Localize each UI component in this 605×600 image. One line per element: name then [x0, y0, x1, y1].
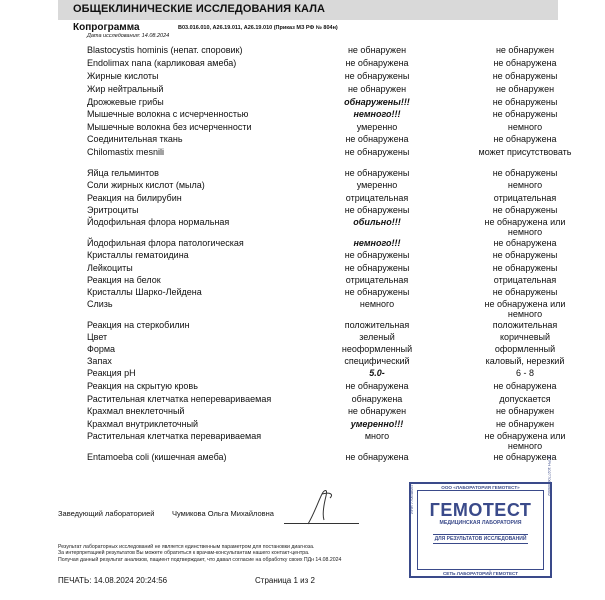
reference-value: не обнаружены [492, 168, 558, 178]
result-value: много [364, 431, 390, 441]
reference-value: не обнаружены [492, 205, 558, 215]
result-value: не обнаружены [344, 205, 410, 215]
parameter-name: Реакция на белок [87, 275, 161, 285]
reference-value: не обнаружена [493, 381, 557, 391]
result-value: не обнаружен [347, 84, 407, 94]
result-value-flagged: немного!!! [353, 109, 401, 119]
reference-value: не обнаружены [492, 287, 558, 297]
result-value: немного [359, 299, 395, 309]
parameter-name: Chilomastix mesnili [87, 147, 165, 157]
result-value: не обнаружены [344, 287, 410, 297]
parameter-name: Растительная клетчатка перевариваемая [87, 431, 262, 441]
result-value: не обнаружены [344, 263, 410, 273]
parameter-name: Соли жирных кислот (мыла) [87, 180, 205, 190]
reference-value: не обнаружена или немного [484, 299, 566, 319]
parameter-name: Соединительная ткань [87, 134, 183, 144]
parameter-name: Лейкоциты [87, 263, 133, 273]
reference-value: не обнаружена [493, 134, 557, 144]
reference-value: 6 - 8 [515, 368, 534, 378]
parameter-name: Endolimax nana (карликовая амеба) [87, 58, 237, 68]
result-value: зеленый [359, 332, 395, 342]
parameter-name: Жир нейтральный [87, 84, 164, 94]
result-value: не обнаружены [344, 168, 410, 178]
result-value: отрицательная [345, 193, 409, 203]
reference-value: может присутствовать [478, 147, 572, 157]
reference-value: не обнаружены [492, 71, 558, 81]
parameter-name: Реакция на стеркобилин [87, 320, 190, 330]
result-value: обнаружена [351, 394, 403, 404]
stamp-purpose: ДЛЯ РЕЗУЛЬТАТОВ ИССЛЕДОВАНИЙ [434, 536, 527, 542]
result-value: отрицательная [345, 275, 409, 285]
reference-value: не обнаружена или немного [484, 217, 566, 237]
result-value: не обнаружены [344, 250, 410, 260]
reference-value: не обнаружен [495, 45, 555, 55]
result-value: не обнаружен [347, 406, 407, 416]
stamp-side-text-left: ИНН 7706480571 [409, 481, 414, 514]
result-value-flagged: обильно!!! [353, 217, 401, 227]
result-value: не обнаружена [345, 58, 409, 68]
stamp-bottom-text: СЕТЬ ЛАБОРАТОРИЙ ГЕМОТЕСТ [442, 571, 519, 576]
result-value: не обнаружен [347, 45, 407, 55]
disclaimer-line: За интерпретацией результатов Вы можете обратиться к врачам-консультантам нашего контакт-центра. [58, 550, 310, 557]
reference-value: не обнаружен [495, 419, 555, 429]
parameter-name: Йодофильная флора патологическая [87, 238, 244, 248]
reference-value: не обнаружена [493, 238, 557, 248]
stamp-brand: ГЕМОТЕСТ [429, 500, 532, 520]
reference-value: не обнаружен [495, 406, 555, 416]
reference-value: немного [507, 180, 543, 190]
parameter-name: Слизь [87, 299, 113, 309]
reference-value: отрицательная [493, 193, 557, 203]
disclaimer-line: Результат лабораторных исследований не является единственным параметром для постановки диагноза. [58, 544, 315, 550]
parameter-name: Растительная клетчатка непереваривaемая [87, 394, 272, 404]
result-value: умеренно [356, 180, 398, 190]
result-value: не обнаружены [344, 71, 410, 81]
page-counter: Страница 1 из 2 [255, 576, 315, 585]
reference-value: оформленный [494, 344, 556, 354]
stamp-brand-subtitle: МЕДИЦИНСКАЯ ЛАБОРАТОРИЯ [439, 520, 522, 526]
parameter-name: Форма [87, 344, 116, 354]
result-value: не обнаружена [345, 381, 409, 391]
reference-value: не обнаружена или немного [484, 431, 566, 451]
reference-value: положительная [492, 320, 558, 330]
result-value-flagged: умеренно!!! [350, 419, 404, 429]
section-title: ОБЩЕКЛИНИЧЕСКИЕ ИССЛЕДОВАНИЯ КАЛА [73, 3, 326, 15]
parameter-name: Мышечные волокна без исчерченности [87, 122, 252, 132]
stamp-top-text: ООО «ЛАБОРАТОРИЯ ГЕМОТЕСТ» [441, 485, 520, 490]
result-value: специфический [344, 356, 410, 366]
print-timestamp: ПЕЧАТЬ: 14.08.2024 20:24:56 [58, 576, 168, 585]
signature-graphic [300, 484, 360, 528]
reference-value: не обнаружены [492, 263, 558, 273]
disclaimer-line: Получая данный результат анализов, пациент подтверждает, что давал согласие на обработку своих ПДн 14.08.2024 [58, 556, 342, 563]
parameter-name: Крахмал внеклеточный [87, 406, 185, 416]
parameter-name: Entamoeba coli (кишечная амеба) [87, 452, 227, 462]
result-value: не обнаружены [344, 147, 410, 157]
result-value: неоформленный [341, 344, 413, 354]
stamp-side-text-right: ОГРН 1027706006842 [547, 455, 552, 496]
test-date: Дата исследования: 14.08.2024 [87, 33, 170, 39]
reference-value: не обнаружены [492, 109, 558, 119]
parameter-name: Blastocystis hominis (непат. споровик) [87, 45, 243, 55]
reference-value: каловый, нерезкий [485, 356, 565, 366]
parameter-name: Яйца гельминтов [87, 168, 159, 178]
parameter-name: Йодофильная флора нормальная [87, 217, 230, 227]
parameter-name: Эритроциты [87, 205, 139, 215]
result-value: не обнаружена [345, 134, 409, 144]
reference-value: не обнаружен [495, 84, 555, 94]
reference-value: допускается [499, 394, 551, 404]
result-value-flagged: немного!!! [353, 238, 401, 248]
parameter-name: Реакция на скрытую кровь [87, 381, 198, 391]
result-value-flagged: обнаружены!!! [344, 97, 410, 107]
reference-value: немного [507, 122, 543, 132]
parameter-name: Реакция pH [87, 368, 136, 378]
test-name: Копрограмма [73, 22, 140, 33]
signature-line [284, 523, 359, 524]
parameter-name: Цвет [87, 332, 108, 342]
parameter-name: Реакция на билирубин [87, 193, 182, 203]
parameter-name: Мышечные волокна с исчерченностью [87, 109, 249, 119]
reference-value: не обнаружена [493, 58, 557, 68]
result-value: не обнаружена [345, 452, 409, 462]
reference-value: не обнаружены [492, 97, 558, 107]
parameter-name: Кристаллы Шарко-Лейдена [87, 287, 202, 297]
result-value-flagged: 5.0- [369, 368, 385, 378]
disclaimer [58, 544, 341, 563]
reference-value: отрицательная [493, 275, 557, 285]
parameter-name: Жирные кислоты [87, 71, 159, 81]
reference-value: не обнаружены [492, 250, 558, 260]
test-codes: В03.016.010, А26.19.011, А26.19.010 (Приказ МЗ РФ № 804н) [178, 25, 338, 31]
parameter-name: Запах [87, 356, 112, 366]
parameter-name: Крахмал внутриклеточный [87, 419, 199, 429]
result-value: умеренно [356, 122, 398, 132]
parameter-name: Кристаллы гематоидина [87, 250, 189, 260]
reference-value: не обнаружена [493, 452, 557, 462]
reference-value: коричневый [499, 332, 551, 342]
head-of-lab-label: Заведующий лабораторией [58, 509, 155, 518]
parameter-name: Дрожжевые грибы [87, 97, 164, 107]
head-of-lab-name: Чумикова Ольга Михайловна [172, 509, 274, 518]
result-value: положительная [344, 320, 410, 330]
